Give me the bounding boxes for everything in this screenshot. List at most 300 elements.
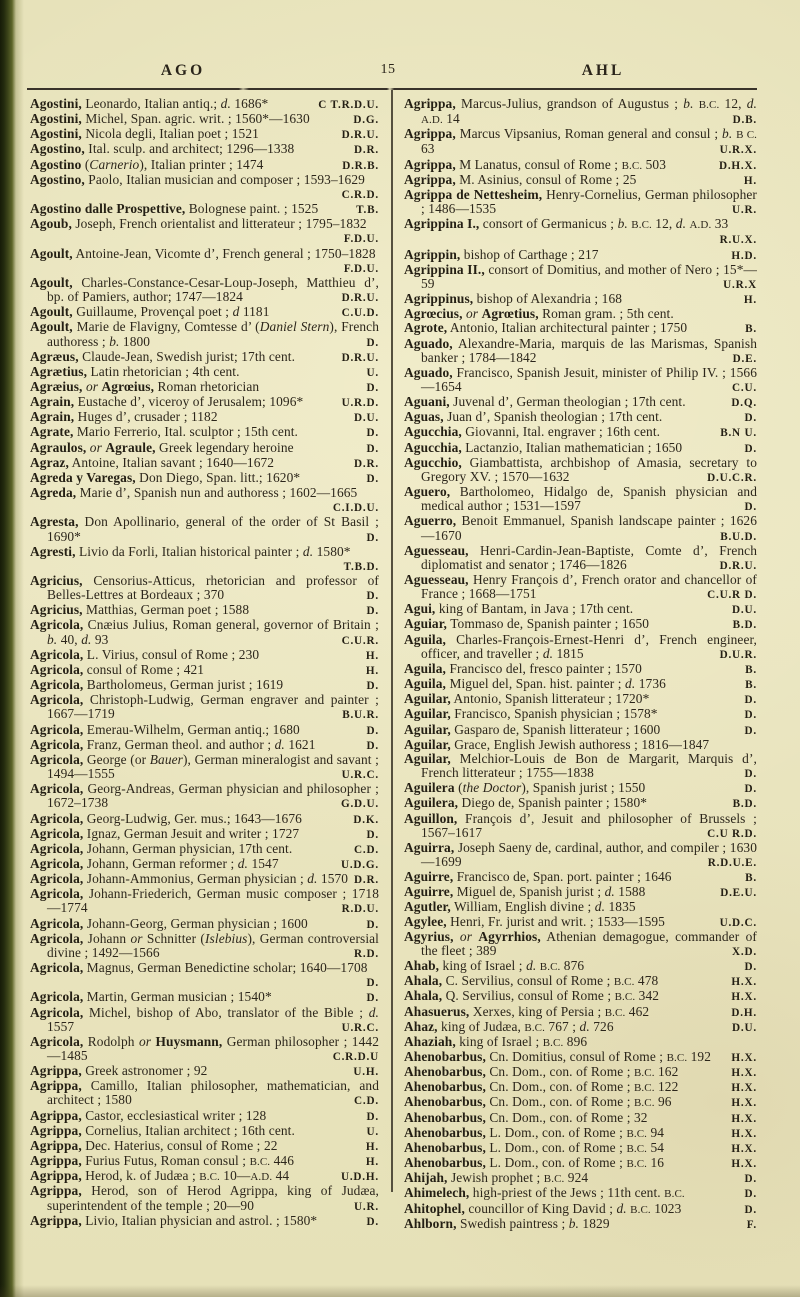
entry-name: Agricola, <box>30 825 84 841</box>
dictionary-entry <box>30 97 379 112</box>
entry-text: Joseph Saeny de, cardinal, author, and compiler ; 1630—1699 <box>421 839 757 869</box>
entry-name: Agui, <box>404 601 436 617</box>
dictionary-entry <box>30 1064 379 1079</box>
entry-name: Agricius, <box>30 602 83 618</box>
entry-text: Marie de Flavigny, Comtesse d’ ( <box>72 319 260 335</box>
dictionary-entry <box>404 1020 757 1035</box>
authority-code: F. <box>746 1218 757 1231</box>
entry-text: Alexandre-Maria, marquis de las Marismas, Spanish banker ; 1784—1842 <box>421 335 757 365</box>
dictionary-entry <box>404 127 757 157</box>
entry-name: Agricola, <box>30 617 84 633</box>
entry-text: Antoine, Italian savant ; 1640—1672 <box>68 454 275 470</box>
entry-name: Agrœtius, <box>481 306 539 322</box>
authority-code: F.D.U. <box>343 233 379 246</box>
entry-text: consort of Domitius, and mother of Nero ; 15*—59 <box>421 261 758 291</box>
entry-italic: b. <box>109 333 120 349</box>
entry-text: 192 <box>687 1049 712 1064</box>
entry-text: Roman gram. ; 5th cent. <box>538 306 674 322</box>
dictionary-entry <box>30 872 379 887</box>
dictionary-entry <box>30 812 379 827</box>
dictionary-entry <box>30 410 379 425</box>
authority-code: H.X. <box>731 1112 757 1125</box>
entry-text: Livio, Italian physician and astrol. ; 1580* <box>81 1212 318 1228</box>
dictionary-entry <box>404 1050 757 1065</box>
entry-text: Charles-François-Ernest-Henri d’, French engineer, officer, and traveller ; <box>421 631 757 661</box>
entry-name: Agrippa, <box>30 1063 82 1079</box>
entry-smallcaps: B C. <box>736 129 757 142</box>
dictionary-entry <box>30 142 379 157</box>
authority-code: C T.R.D.U. <box>318 99 379 111</box>
entry-name: Agreda y Varegas, <box>30 469 136 485</box>
entry-text: William, English divine ; <box>450 899 595 915</box>
entry-text: ( <box>81 156 90 172</box>
authority-code: D.R.B. <box>342 159 379 172</box>
entry-name: Agostino <box>30 156 82 172</box>
dictionary-entry <box>404 602 757 617</box>
dictionary-entry <box>30 471 379 486</box>
authority-code: D. <box>366 590 379 603</box>
entry-text: councillor of King David ; <box>464 1200 617 1216</box>
entry-name: Aguilera, <box>404 795 459 811</box>
entry-name: Agricola, <box>30 871 84 887</box>
authority-code: D. <box>744 768 757 781</box>
entry-text: Bolognese paint. ; 1525 <box>185 201 319 217</box>
authority-code: D.R.U. <box>719 559 757 572</box>
entry-name: Aguesseau, <box>404 542 469 558</box>
entry-name: Agricola, <box>30 989 84 1005</box>
entry-text: Herod, son of Herod Agrippa, king of Judæa, superintendent of the temple ; 20—90 <box>47 1183 379 1213</box>
entry-text: Cn. Dom., con. of Rome ; <box>485 1064 634 1080</box>
dictionary-entry <box>30 276 379 305</box>
authority-code: H. <box>365 649 379 662</box>
entry-italic: d. <box>675 216 687 232</box>
dictionary-entry <box>404 662 757 677</box>
entry-text: Johann, German physician, 17th cent. <box>83 840 293 856</box>
dictionary-entry <box>404 1065 757 1080</box>
entry-text: Greek astronomer ; 92 <box>81 1063 208 1079</box>
dictionary-entry <box>404 752 757 781</box>
dictionary-entry <box>30 380 379 395</box>
entry-name: Aguilar, <box>404 750 451 766</box>
entry-name: Aguas, <box>404 409 444 425</box>
authority-code: H. <box>365 1156 379 1169</box>
authority-code: H.X. <box>731 1158 757 1171</box>
entry-name: Agresti, <box>30 543 76 559</box>
dictionary-entry <box>30 350 379 365</box>
authority-code: B.D. <box>732 619 757 632</box>
entry-smallcaps: B.C. <box>539 961 561 974</box>
entry-name: Ahenobarbus, <box>404 1064 486 1080</box>
authority-code: B. <box>745 323 757 336</box>
entry-name: Ahimelech, <box>404 1185 470 1201</box>
entry-text: Greek legendary heroine <box>155 439 294 455</box>
entry-text: 876 <box>560 958 585 974</box>
left-column <box>30 97 379 1229</box>
entry-name: Huysmann, <box>155 1033 223 1049</box>
entry-smallcaps: B.C. <box>631 219 652 232</box>
entry-smallcaps: B.C. <box>626 1158 648 1171</box>
entry-text: Furius Futus, Roman consul ; <box>81 1153 250 1169</box>
entry-text: king of Israel ; <box>455 1033 543 1049</box>
entry-italic: d. <box>81 631 92 647</box>
entry-text: Jewish prophet ; <box>447 1170 544 1186</box>
dictionary-entry <box>30 456 379 471</box>
dictionary-entry <box>404 1080 757 1095</box>
dictionary-entry <box>404 366 757 395</box>
authority-code: D.Q. <box>731 397 757 410</box>
entry-name: Ahaz, <box>404 1018 438 1034</box>
dictionary-entry <box>30 1035 379 1064</box>
entry-name: Agricola, <box>30 930 84 946</box>
authority-code: D.R. <box>354 457 379 470</box>
authority-code: H.X. <box>731 1127 757 1140</box>
entry-name: Agucchio, <box>404 454 462 470</box>
entry-text: Henri-Cardin-Jean-Baptiste, Comte d’, French diplomatist and senator ; 1746—1826 <box>421 542 757 572</box>
entry-name: Agrippa, <box>30 1183 82 1199</box>
authority-code: H.X. <box>731 1082 757 1095</box>
authority-code: H.X. <box>731 1097 757 1110</box>
authority-code: D.U. <box>732 604 757 617</box>
entry-name: Ahenobarbus, <box>404 1049 486 1064</box>
entry-italic: d. <box>302 543 314 559</box>
entry-italic: d. <box>237 855 248 871</box>
entry-text: L. Virius, consul of Rome ; 230 <box>83 646 260 662</box>
entry-text: Latin rhetorician ; 4th cent. <box>87 363 240 379</box>
entry-smallcaps: B.C. <box>613 976 635 989</box>
dictionary-entry <box>30 857 379 872</box>
authority-code: H. <box>743 294 757 307</box>
entry-smallcaps: B.C. <box>698 99 720 111</box>
entry-name: Agricola, <box>30 960 84 976</box>
entry-text: 1835 <box>605 899 636 915</box>
entry-text: Antoine-Jean, Vicomte d’, French general ; 1750–1828 <box>72 245 376 261</box>
entry-name: Agrippa de Nettesheim, <box>404 186 543 202</box>
entry-italic: Islebius <box>205 930 248 946</box>
entry-text: Eustache d’, viceroy of Jerusalem; 1096* <box>74 394 304 410</box>
entry-name: Agostini, <box>30 96 82 111</box>
entry-smallcaps: B.C. <box>626 1142 648 1155</box>
dictionary-entry <box>30 247 379 276</box>
entry-text: 1736 <box>635 676 666 692</box>
entry-text: Giambattista, archbishop of Amasia, secretary to Gregory XV. ; 1570—1632 <box>421 454 757 484</box>
authority-code: U.R.X. <box>719 144 757 157</box>
dictionary-entry <box>30 603 379 618</box>
entry-text: bishop of Alexandria ; 168 <box>473 291 623 307</box>
dictionary-entry <box>404 544 757 573</box>
entry-text: Guillaume, Provençal poet ; <box>72 304 233 320</box>
dictionary-entry <box>30 693 379 722</box>
dictionary-entry <box>30 887 379 916</box>
entry-text: Cornelius, Italian architect ; 16th cent. <box>81 1122 295 1138</box>
entry-name: Agricola, <box>30 781 84 797</box>
entry-text: consort of Germanicus ; <box>479 216 618 232</box>
authority-code: C.D. <box>354 1095 379 1108</box>
entry-text: Benoit Emmanuel, Spanish landscape painter ; 1626—1670 <box>421 513 757 543</box>
authority-code: H.X. <box>731 1142 757 1155</box>
entry-name: Agrippa, <box>30 1078 82 1094</box>
entry-text: Athenian demagogue, commander of the fleet ; 389 <box>421 928 757 958</box>
entry-text: 10— <box>219 1168 251 1184</box>
dictionary-entry <box>404 738 757 752</box>
authority-code: D. <box>744 694 757 707</box>
entry-smallcaps: B.C. <box>633 1067 655 1080</box>
entry-text: Francisco, Spanish physician ; 1578* <box>450 706 658 722</box>
dictionary-entry <box>30 1139 379 1154</box>
dictionary-entry <box>30 961 379 990</box>
entry-name: Agricola, <box>30 736 84 752</box>
entry-text: Emerau-Wilhelm, German antiq.; 1680 <box>83 721 300 737</box>
entry-text: Swedish paintress ; <box>456 1215 569 1231</box>
entry-text: Roman rhetorician <box>154 378 260 394</box>
entry-text: Cn. Domitius, consul of Rome ; <box>485 1049 667 1064</box>
entry-name: Ahaziah, <box>404 1033 456 1049</box>
header-word-left: AGO <box>160 62 206 79</box>
entry-text: Francisco de, Span. port. painter ; 1646 <box>453 869 672 885</box>
authority-code: D. <box>366 680 379 693</box>
entry-name: Agostini, <box>30 126 82 142</box>
dictionary-entry <box>30 1006 379 1035</box>
entry-name: Aguillon, <box>404 810 458 826</box>
dictionary-entry <box>404 959 757 974</box>
entry-text: Dec. Haterius, consul of Rome ; 22 <box>81 1137 278 1153</box>
entry-name: Ahenobarbus, <box>404 1155 486 1171</box>
entry-text: Cn. Dom., con. of Rome ; <box>485 1094 634 1110</box>
entry-name: Ahlborn, <box>404 1215 457 1231</box>
entry-text: Francisco, Spanish Jesuit, minister of Philip IV. ; 1566—1654 <box>421 364 757 394</box>
entry-text: 1023 <box>650 1200 682 1216</box>
authority-code: D.R. <box>354 874 379 887</box>
authority-code: U. <box>366 366 379 379</box>
entry-text: Don Apollinario, general of the order of St Basil ; 1690* <box>47 514 379 544</box>
authority-code: D. <box>366 724 379 737</box>
entry-smallcaps: A.D. <box>421 114 443 127</box>
dictionary-entry <box>404 410 757 425</box>
entry-name: Agræus, <box>30 348 79 364</box>
entry-smallcaps: B.C. <box>199 1171 220 1184</box>
entry-text: 767 ; <box>544 1018 580 1034</box>
entry-text: 33 <box>711 216 729 232</box>
entry-name: Agrippa, <box>30 1137 82 1153</box>
book-binding-edge <box>0 0 24 1297</box>
entry-text: Francisco del, fresco painter ; 1570 <box>446 660 642 676</box>
entry-text: Paolo, Italian musician and composer ; 1593–1629 <box>84 171 365 187</box>
dictionary-entry <box>404 395 757 410</box>
authority-code: D. <box>366 336 379 349</box>
entry-text: Johann-Ammonius, German physician ; <box>83 871 308 887</box>
dictionary-entry <box>404 514 757 543</box>
entry-text: 16 <box>647 1155 665 1171</box>
authority-code: U.D.G. <box>340 858 379 871</box>
entry-text: L. Dom., con. of Rome ; <box>485 1124 627 1140</box>
dictionary-entry <box>30 515 379 544</box>
entry-text: Grace, English Jewish authoress ; 1816—1847 <box>450 736 710 752</box>
entry-text: C. Servilius, consul of Rome ; <box>442 973 614 989</box>
entry-text: Giovanni, Ital. engraver ; 16th cent. <box>461 424 661 440</box>
dictionary-entry <box>30 663 379 678</box>
dictionary-entry <box>404 456 757 485</box>
entry-text: ), Italian printer ; 1474 <box>139 156 264 172</box>
entry-text: Marie d’, Spanish nun and authoress ; 1602—1665 <box>76 485 358 501</box>
authority-code: D. <box>366 531 379 544</box>
entry-name: Agrippa, <box>30 1107 82 1123</box>
authority-code: D. <box>366 442 379 455</box>
authority-code: H.X. <box>731 976 757 989</box>
entry-text: Cn. Dom., con. of Rome ; 32 <box>485 1109 648 1125</box>
entry-text: Diego de, Spanish painter ; 1580* <box>458 795 648 811</box>
entry-smallcaps: B.C. <box>633 1097 655 1110</box>
entry-text: ( <box>454 780 463 796</box>
dictionary-entry <box>30 1154 379 1169</box>
dictionary-entry <box>30 574 379 603</box>
dictionary-entry <box>404 870 757 885</box>
entry-name: Aguirra, <box>404 839 455 855</box>
entry-name: Agoult, <box>30 319 73 335</box>
entry-text: 1580* <box>313 543 351 559</box>
authority-code: R.D. <box>354 947 379 960</box>
entry-text: 1800 <box>119 333 151 349</box>
entry-text: ), German mineralogist and savant ; 1494—1555 <box>47 751 379 782</box>
authority-code: D.U. <box>732 1021 757 1034</box>
entry-name: Agostino, <box>30 141 85 157</box>
entry-smallcaps: B.C. <box>666 1052 688 1064</box>
authority-code: D.H. <box>731 1006 757 1019</box>
entry-name: Aguila, <box>404 631 446 647</box>
entry-name: Agricola, <box>30 661 84 677</box>
entry-text: Magnus, German Benedictine scholar; 1640—1708 <box>83 960 368 976</box>
entry-name: Ahenobarbus, <box>404 1124 486 1140</box>
entry-name: Agrippa, <box>30 1212 82 1228</box>
dictionary-entry <box>404 173 757 188</box>
authority-code: D.R.U. <box>341 292 379 305</box>
entry-name: Agyrius, <box>404 928 454 944</box>
dictionary-entry <box>404 1141 757 1156</box>
authority-code: C.R.D. <box>341 188 379 201</box>
authority-code: D. <box>744 724 757 737</box>
entry-text: 924 <box>564 1170 589 1186</box>
entry-name: Agrætius, <box>30 363 88 379</box>
authority-code: D.E.U. <box>720 887 757 900</box>
entry-text: 1686* <box>230 96 269 111</box>
entry-text: 462 <box>625 1003 650 1019</box>
entry-text: Ital. sculp. and architect; 1296—1338 <box>84 141 295 157</box>
entry-name: Aguirre, <box>404 869 454 885</box>
entry-text: Joseph, French orientalist and litterateur ; 1795–1832 <box>71 216 367 232</box>
authority-code: U.D.H. <box>340 1171 379 1184</box>
entry-name: Agræius, <box>30 378 83 394</box>
entry-text: George (or <box>83 751 150 767</box>
entry-name: Agoub, <box>30 216 72 232</box>
page-number: 15 <box>380 62 396 77</box>
authority-code: D. <box>744 709 757 722</box>
dictionary-entry <box>30 618 379 647</box>
entry-italic: Bauer <box>149 751 183 767</box>
entry-name: Agricola, <box>30 855 84 871</box>
entry-text: Michel, bishop of Abo, translator of the Bible ; <box>83 1004 369 1020</box>
entry-text: Miguel del, Span. hist. painter ; <box>446 676 626 692</box>
entry-italic: d. <box>579 1018 590 1034</box>
authority-code: H. <box>743 174 757 187</box>
page-bottom-shadow <box>0 1285 800 1297</box>
entry-name: Aguero, <box>404 484 451 500</box>
entry-italic: d. <box>542 645 554 661</box>
entry-text: Camillo, Italian philosopher, mathematician, and architect ; 1580 <box>47 1078 379 1108</box>
entry-text: Marcus-Julius, grandson of Augustus ; <box>455 96 684 111</box>
authority-code: U.H. <box>353 1066 379 1079</box>
authority-code: B. <box>745 663 757 676</box>
entry-name: Agricola, <box>30 692 84 708</box>
authority-code: U.R. <box>732 204 757 217</box>
entry-italic: d. <box>625 676 636 692</box>
entry-name: Agrœcius, <box>404 306 463 322</box>
entry-smallcaps: B.C. <box>633 1082 655 1095</box>
entry-italic: d. <box>594 899 606 915</box>
authority-code: D.R.U. <box>341 351 379 364</box>
entry-text: Charles-Constance-Cesar-Loup-Joseph, Matthieu d’, bp. of Pamiers, author; 1747—1824 <box>47 274 379 305</box>
entry-name: Agucchia, <box>404 424 462 440</box>
entry-italic: d. <box>274 736 285 752</box>
entry-text: 12, <box>719 96 747 111</box>
dictionary-entry <box>404 989 757 1004</box>
dictionary-entry <box>404 617 757 632</box>
entry-italic: b. <box>47 631 58 647</box>
dictionary-entry <box>404 188 757 217</box>
authority-code: U.R.X <box>723 278 757 291</box>
entry-text: Marcus Vipsanius, Roman general and consul ; <box>455 126 723 142</box>
authority-code: D. <box>366 828 379 841</box>
entry-italic: d. <box>604 884 615 900</box>
entry-name: Agucchia, <box>404 439 462 455</box>
entry-name: Aguilar, <box>404 706 451 722</box>
entry-text: Johann-Georg, German physician ; 1600 <box>83 915 308 931</box>
entry-text: 12, <box>651 216 676 232</box>
entry-smallcaps: B.C. <box>630 1203 651 1216</box>
entry-text: Miguel de, Spanish jurist ; <box>453 884 605 900</box>
entry-name: Aguado, <box>404 364 453 380</box>
entry-name: Agostino, <box>30 171 85 187</box>
dictionary-entry <box>30 127 379 142</box>
authority-code: B. <box>745 679 757 692</box>
entry-italic: d. <box>746 96 758 111</box>
entry-smallcaps: B.C. <box>542 1036 564 1049</box>
dictionary-entry <box>404 441 757 456</box>
authority-code: C.U R.D. <box>707 827 757 840</box>
entry-italic: Carnerio <box>89 156 140 172</box>
dictionary-entry <box>404 1156 757 1171</box>
authority-code: D.R. <box>354 144 379 157</box>
entry-text: Livio da Forli, Italian historical painter ; <box>75 543 303 559</box>
entry-smallcaps: B.C. <box>543 1173 565 1186</box>
entry-name: Ahenobarbus, <box>404 1079 486 1095</box>
entry-smallcaps: B.C. <box>614 991 636 1004</box>
authority-code: D. <box>366 472 379 485</box>
dictionary-entry <box>404 217 757 247</box>
entry-text: 1829 <box>578 1215 610 1231</box>
entry-text: 14 <box>442 111 460 127</box>
entry-name: Agyrrhios, <box>478 928 541 944</box>
entry-name: Agrippin, <box>404 246 461 262</box>
entry-name: Aguila, <box>404 660 446 676</box>
entry-smallcaps: B.C. <box>249 1156 271 1169</box>
entry-text: ), Spanish jurist ; 1550 <box>521 780 646 796</box>
entry-text: Q. Servilius, consul of Rome ; <box>442 988 615 1004</box>
entry-text: Bartholomeo, Hidalgo de, Spanish physician and medical author ; 1531—1597 <box>421 484 757 514</box>
entry-italic: or <box>453 928 479 944</box>
dictionary-entry <box>30 648 379 663</box>
entry-smallcaps: A.D. <box>250 1171 273 1184</box>
entry-text: 342 <box>635 988 660 1004</box>
authority-code: D. <box>744 1203 757 1216</box>
entry-text: 122 <box>654 1079 679 1095</box>
